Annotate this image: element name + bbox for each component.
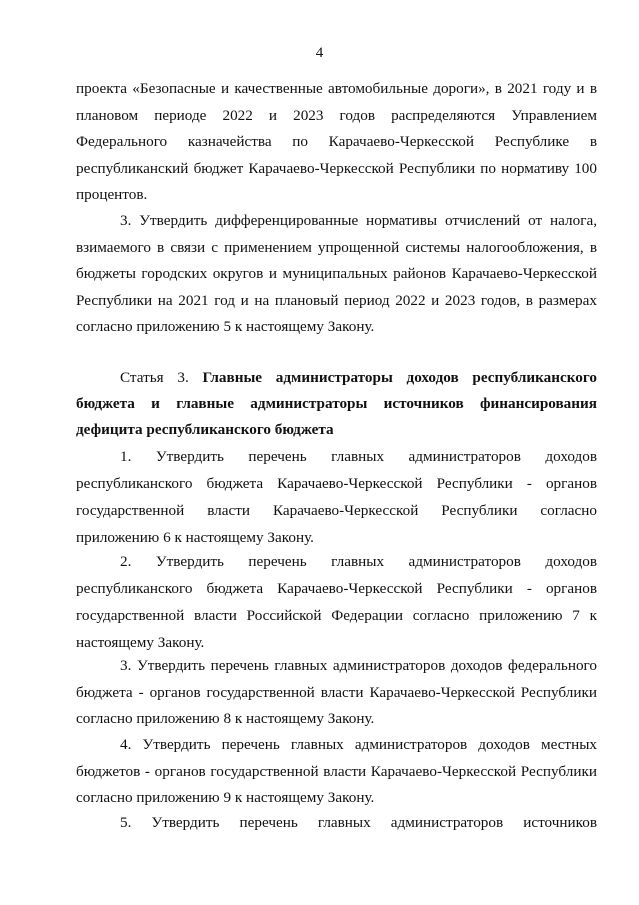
article-item-5: 5. Утвердить перечень главных администраторов источников: [120, 814, 597, 831]
article-item-5-block: [76, 810, 597, 837]
article-item-4-block: [76, 732, 597, 812]
paragraph-item-3: 3. Утвердить дифференцированные нормативы отчислений от налога, взимаемого в связи с применением упрощенной системы налогообложения, в бюджеты городских округов и муниципальных районов Карачаево-Черкесской Республики на 2021 год и на плановый период 2022 и 2023 годов, в размерах согласно приложению 5 к настоящему Закону.: [76, 212, 597, 335]
paragraph-3-block: [76, 208, 597, 341]
page-number: 4: [315, 45, 324, 61]
article-item-2-block: [76, 548, 597, 656]
article-heading: [76, 365, 597, 443]
paragraph-continuation-block: [76, 76, 597, 209]
article-item-2: 2. Утвердить перечень главных администраторов доходов республиканского бюджета Карачаево-Черкесской Республики - органов государственной власти Российской Федерации согласно приложению 7 к настоящему Закону.: [76, 553, 597, 651]
article-item-1: 1. Утвердить перечень главных администраторов доходов республиканского бюджета Карачаево-Черкесской Республики - органов государственной власти Карачаево-Черкесской Республики согласно приложению 6 к настоящему Закону.: [76, 448, 597, 546]
article-prefix: Статья 3.: [120, 369, 203, 386]
article-item-1-block: [76, 443, 597, 551]
article-3-heading-block: [76, 365, 597, 443]
article-title: Главные администраторы доходов республиканского бюджета и главные администраторы источников финансирования дефицита республиканского бюджета: [76, 369, 597, 438]
article-item-3-block: [76, 653, 597, 733]
paragraph-continuation: проекта «Безопасные и качественные автомобильные дороги», в 2021 году и в плановом периоде 2022 и 2023 годов распределяются Управлением Федерального казначейства по Карачаево-Черкесской Республике в республиканский бюджет Карачаево-Черкесской Республики по нормативу 100 процентов.: [76, 80, 597, 203]
article-item-3: 3. Утвердить перечень главных администраторов доходов федерального бюджета - органов государственной власти Карачаево-Черкесской Республики согласно приложению 8 к настоящему Закону.: [76, 657, 597, 727]
article-item-4: 4. Утвердить перечень главных администраторов доходов местных бюджетов - органов государственной власти Карачаево-Черкесской Республики согласно приложению 9 к настоящему Закону.: [76, 736, 597, 806]
